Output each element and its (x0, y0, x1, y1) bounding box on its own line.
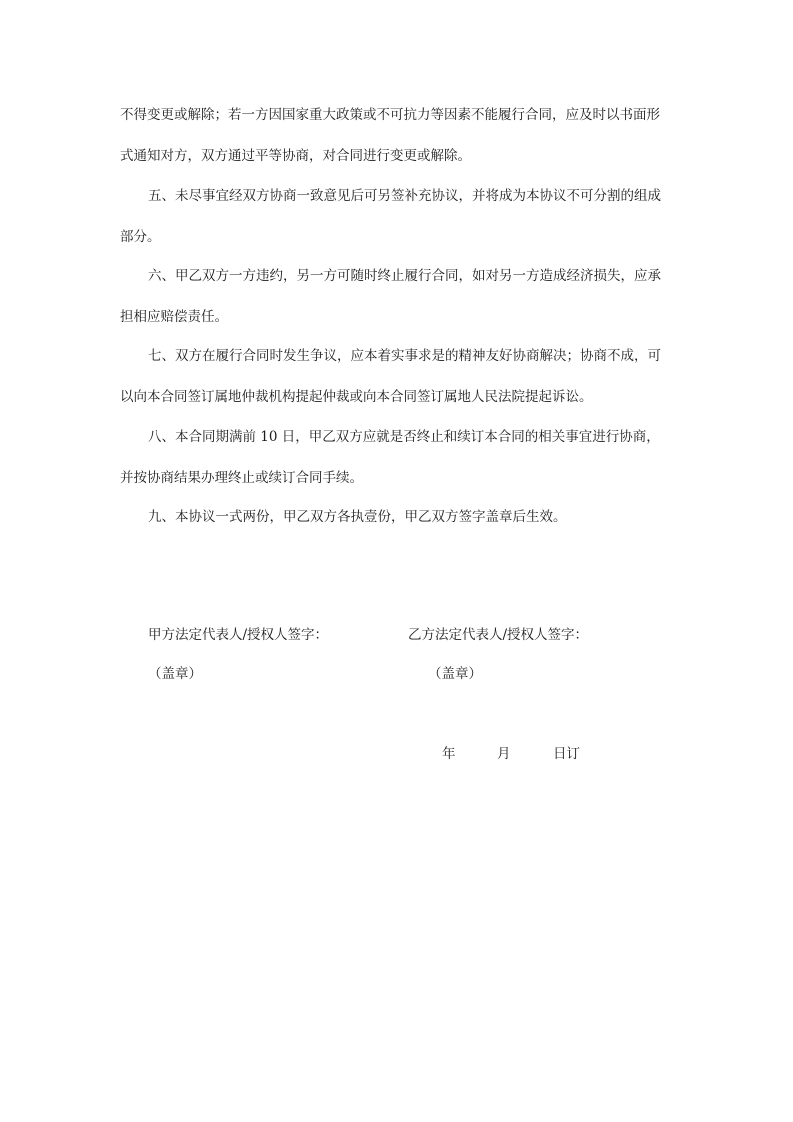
text-line: 不得变更或解除；若一方因国家重大政策或不可抗力等因素不能履行合同，应及时以书面形 (120, 107, 660, 123)
text-line: 并按协商结果办理终止或续订合同手续。 (120, 470, 363, 486)
date-month-label: 月 (497, 746, 511, 762)
party-a-signature-label: 甲方法定代表人/授权人签字： (148, 627, 329, 643)
date-year-label: 年 (442, 746, 456, 762)
text-line: 部分。 (120, 229, 161, 245)
text-line: 八、本合同期满前 10 日，甲乙双方应就是否终止和续订本合同的相关事宜进行协商， (148, 429, 660, 445)
text-line: 担相应赔偿责任。 (120, 309, 228, 325)
text-line: 七、双方在履行合同时发生争议，应本着实事求是的精神友好协商解决；协商不成，可 (148, 348, 661, 364)
text-line: 式通知对方，双方通过平等协商，对合同进行变更或解除。 (120, 148, 471, 164)
party-b-signature-label: 乙方法定代表人/授权人签字： (408, 627, 589, 643)
text-line: 五、未尽事宜经双方协商一致意见后可另签补充协议，并将成为本协议不可分割的组成 (148, 188, 661, 204)
text-line: 六、甲乙双方一方违约，另一方可随时终止履行合同，如对另一方造成经济损失，应承 (148, 268, 661, 284)
party-b-seal-label: （盖章） (428, 666, 482, 682)
text-line: 以向本合同签订属地仲裁机构提起仲裁或向本合同签订属地人民法院提起诉讼。 (120, 389, 593, 405)
party-a-seal-label: （盖章） (148, 666, 202, 682)
text-line: 九、本协议一式两份，甲乙双方各执壹份，甲乙双方签字盖章后生效。 (148, 509, 567, 525)
date-day-label: 日订 (553, 746, 580, 762)
